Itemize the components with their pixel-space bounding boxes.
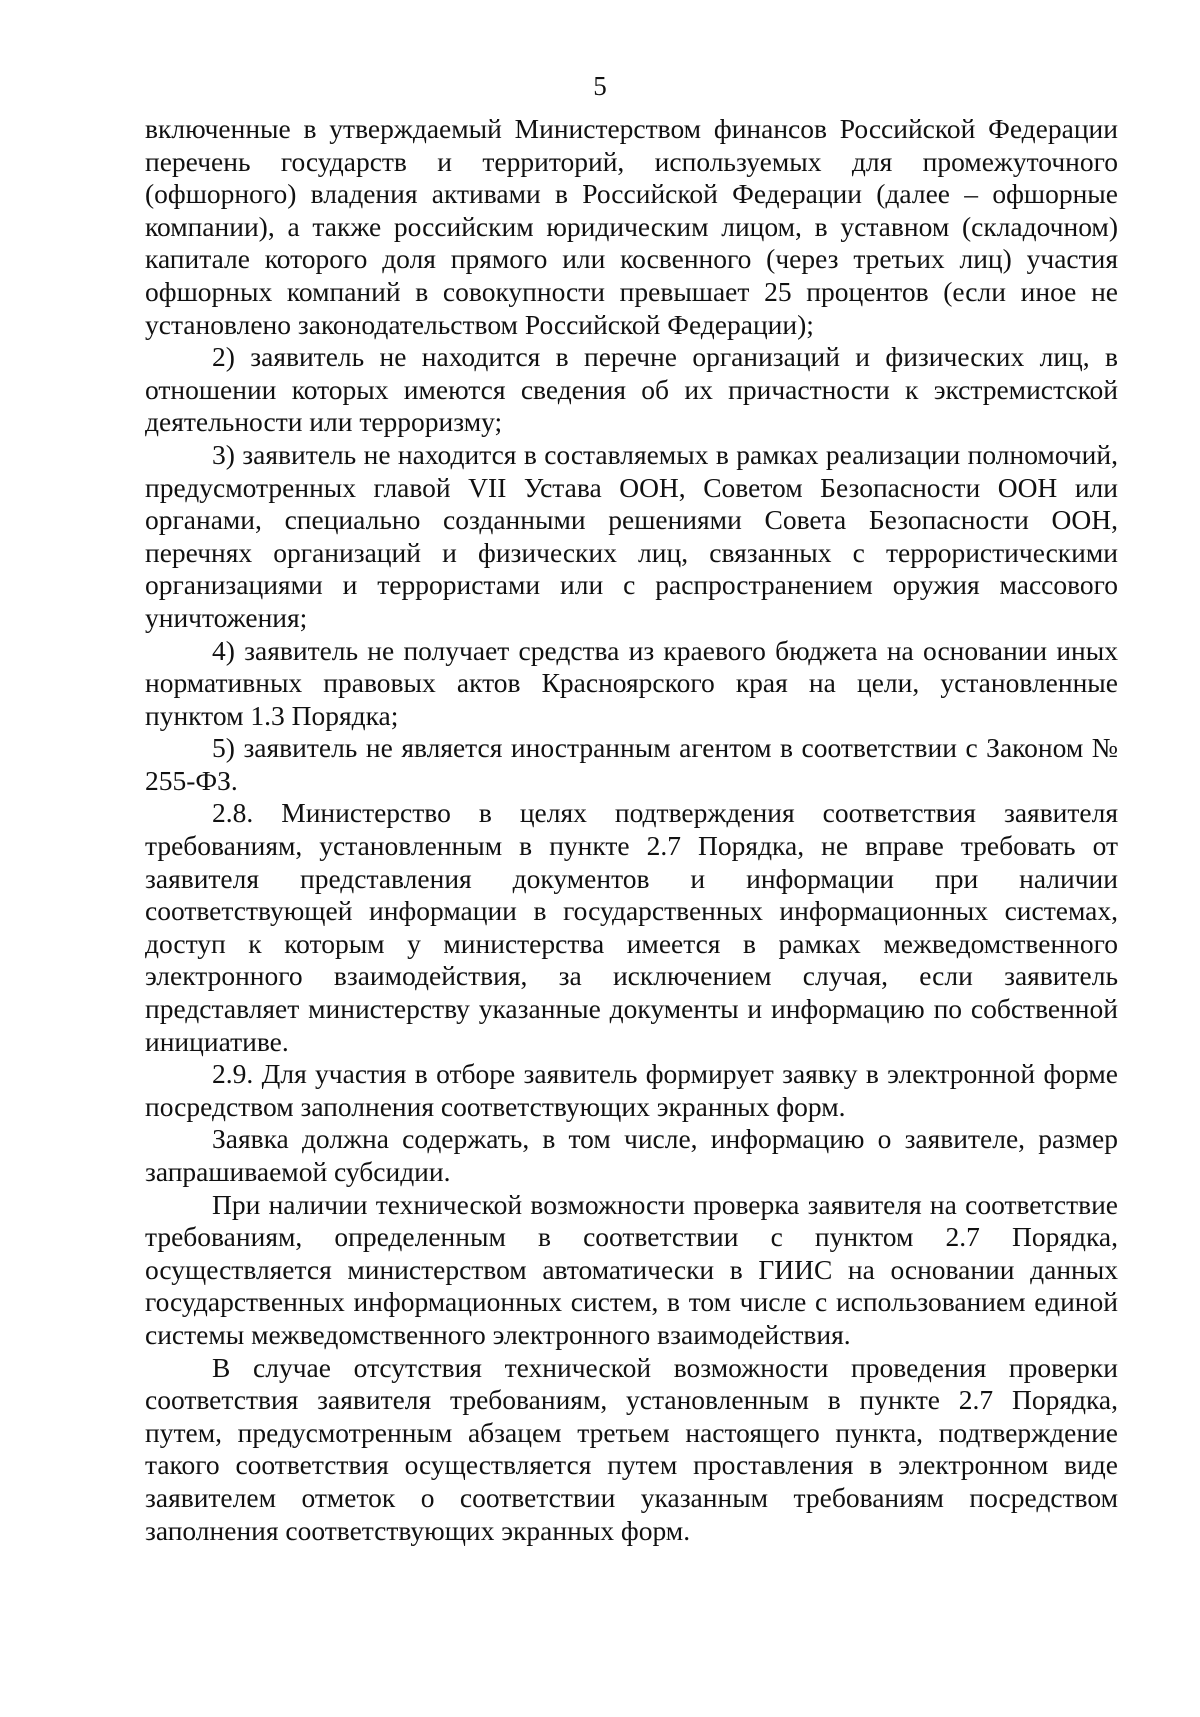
paragraph-item-2-extremism-list: 2) заявитель не находится в перечне организаций и физических лиц, в отношении которых имеются сведения об их причастности к экстремистской деятельности или терроризму;: [145, 341, 1118, 438]
paragraph-item-5-foreign-agent: 5) заявитель не является иностранным агентом в соответствии с Законом № 255-ФЗ.: [145, 732, 1118, 796]
paragraph-item-3-un-lists: 3) заявитель не находится в составляемых в рамках реализации полномочий, предусмотренных главой VII Устава ООН, Советом Безопасности ООН или органами, специально созданными решениями Совета Безопасности ООН, перечнях организаций и физических лиц, связанных с террористическими организациями и террористами или с распространением оружия массового уничтожения;: [145, 438, 1118, 633]
paragraph-application-content: Заявка должна содержать, в том числе, информацию о заявителе, размер запрашиваемой субсидии.: [145, 1123, 1118, 1187]
paragraph-manual-confirmation: В случае отсутствия технической возможности проведения проверки соответствия заявителя требованиям, установленным в пункте 2.7 Порядка, путем, предусмотренным абзацем третьем настоящего пункта, подтверждение такого соответствия осуществляется путем проставления в электронном виде заявителем отметок о соответствии указанным требованиям посредством заполнения соответствующих экранных форм.: [145, 1351, 1118, 1546]
document-body: [145, 113, 1118, 1547]
paragraph-automatic-check: При наличии технической возможности проверка заявителя на соответствие требованиям, определенным в соответствии с пунктом 2.7 Порядка, осуществляется министерством автоматически в ГИИС на основании данных государственных информационных систем, в том числе с использованием единой системы межведомственного электронного взаимодействия.: [145, 1188, 1118, 1350]
paragraph-2-8: 2.8. Министерство в целях подтверждения соответствия заявителя требованиям, установленным в пункте 2.7 Порядка, не вправе требовать от заявителя представления документов и информации при наличии соответствующей информации в государственных информационных системах, доступ к которым у министерства имеется в рамках межведомственного электронного взаимодействия, за исключением случая, если заявитель представляет министерству указанные документы и информацию по собственной инициативе.: [145, 797, 1118, 1057]
page-number: 5: [593, 71, 607, 101]
paragraph-item-4-regional-budget: 4) заявитель не получает средства из краевого бюджета на основании иных нормативных правовых актов Красноярского края на цели, установленные пунктом 1.3 Порядка;: [145, 634, 1118, 731]
paragraph-offshore-continuation: включенные в утверждаемый Министерством финансов Российской Федерации перечень государств и территорий, используемых для промежуточного (офшорного) владения активами в Российской Федерации (далее – офшорные компании), а также российским юридическим лицом, в уставном (складочном) капитале которого доля прямого или косвенного (через третьих лиц) участия офшорных компаний в совокупности превышает 25 процентов (если иное не установлено законодательством Российской Федерации);: [145, 113, 1118, 340]
paragraph-2-9: 2.9. Для участия в отборе заявитель формирует заявку в электронной форме посредством заполнения соответствующих экранных форм.: [145, 1058, 1118, 1122]
